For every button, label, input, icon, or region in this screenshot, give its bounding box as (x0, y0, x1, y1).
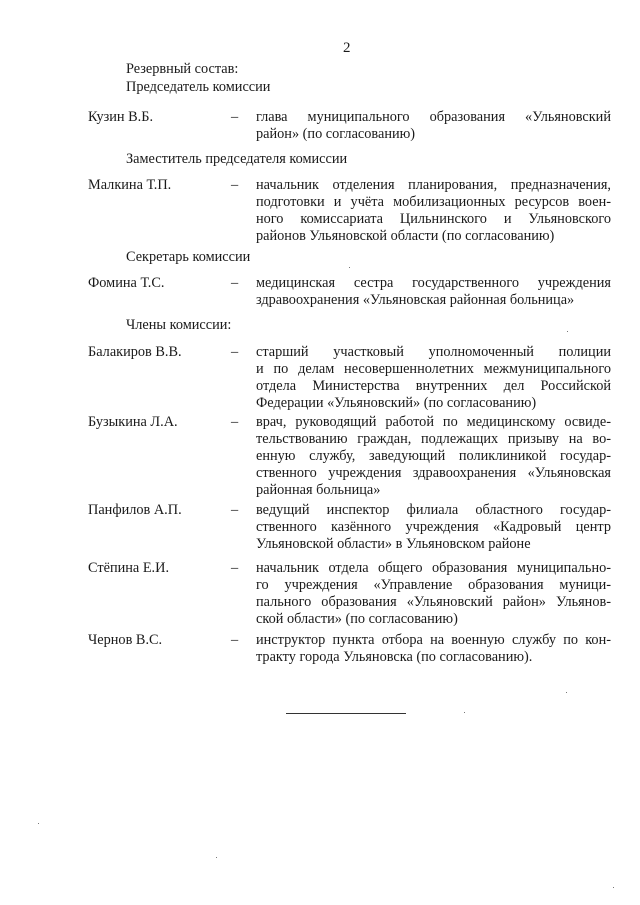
chairman-heading: Председатель комиссии (126, 79, 271, 95)
dash: – (231, 109, 239, 125)
dash: – (231, 560, 239, 576)
member-description (256, 177, 611, 245)
reserve-heading: Резервный состав: (126, 61, 239, 77)
description-line: районов Ульяновской области (по согласованию) (256, 228, 555, 244)
scan-speck (613, 887, 614, 888)
scan-speck (349, 267, 350, 268)
member-description (256, 275, 611, 309)
description-line: ской области» (по согласованию) (256, 611, 458, 627)
member-name: Балакиров В.В. (88, 344, 182, 360)
scan-speck (38, 823, 39, 824)
dash: – (231, 632, 239, 648)
dash: – (231, 502, 239, 518)
scan-speck (464, 712, 465, 713)
description-line: инструктор пункта отбора на военную службу по кон- (256, 632, 611, 648)
dash: – (231, 414, 239, 430)
description-line: ного комиссариата Цильнинского и Ульяновского (256, 211, 611, 227)
scan-speck (566, 692, 567, 693)
description-line: врач, руководящий работой по медицинскому освиде- (256, 414, 611, 430)
scan-speck (567, 331, 568, 332)
member-description (256, 344, 611, 412)
scan-speck (216, 857, 217, 858)
member-name: Чернов В.С. (88, 632, 163, 648)
member-description (256, 414, 611, 499)
member-name: Стёпина Е.И. (88, 560, 170, 576)
member-description (256, 109, 611, 143)
description-line: здравоохранения «Ульяновская районная больница» (256, 292, 575, 308)
member-description (256, 560, 611, 628)
deputy-heading: Заместитель председателя комиссии (126, 151, 348, 167)
description-line: Федерации «Ульяновский» (по согласованию) (256, 395, 537, 411)
description-line: районная больница» (256, 482, 381, 498)
description-line: го учреждения «Управление образования муници- (256, 577, 611, 593)
dash: – (231, 275, 239, 291)
page-number: 2 (343, 40, 351, 56)
description-line: медицинская сестра государственного учреждения (256, 275, 611, 291)
closing-rule (286, 713, 406, 714)
description-line: ственного казённого учреждения «Кадровый центр (256, 519, 611, 535)
description-line: отдела Министерства внутренних дел Российской (256, 378, 611, 394)
members-heading: Члены комиссии: (126, 317, 232, 333)
description-line: старший участковый уполномоченный полиции (256, 344, 611, 360)
dash: – (231, 177, 239, 193)
description-line: и по делам несовершеннолетних межмуниципального (256, 361, 611, 377)
description-line: енную службу, заведующий поликлиникой государ- (256, 448, 611, 464)
description-line: тельствованию граждан, подлежащих призыву на во- (256, 431, 611, 447)
secretary-heading: Секретарь комиссии (126, 249, 251, 265)
member-name: Малкина Т.П. (88, 177, 172, 193)
member-description (256, 632, 611, 666)
member-name: Бузыкина Л.А. (88, 414, 178, 430)
description-line: Ульяновской области» в Ульяновском районе (256, 536, 531, 552)
member-name: Фомина Т.С. (88, 275, 165, 291)
description-line: глава муниципального образования «Ульяновский (256, 109, 611, 125)
description-line: начальник отделения планирования, предназначения, (256, 177, 611, 193)
description-line: начальник отдела общего образования муниципально- (256, 560, 611, 576)
description-line: ственного учреждения здравоохранения «Ульяновская (256, 465, 611, 481)
member-name: Кузин В.Б. (88, 109, 154, 125)
member-name: Панфилов А.П. (88, 502, 182, 518)
description-line: пального образования «Ульяновский район» Ульянов- (256, 594, 611, 610)
description-line: тракту города Ульяновска (по согласованию). (256, 649, 533, 665)
member-description (256, 502, 611, 553)
description-line: ведущий инспектор филиала областного государ- (256, 502, 611, 518)
dash: – (231, 344, 239, 360)
description-line: район» (по согласованию) (256, 126, 416, 142)
description-line: подготовки и учёта мобилизационных ресурсов воен- (256, 194, 611, 210)
